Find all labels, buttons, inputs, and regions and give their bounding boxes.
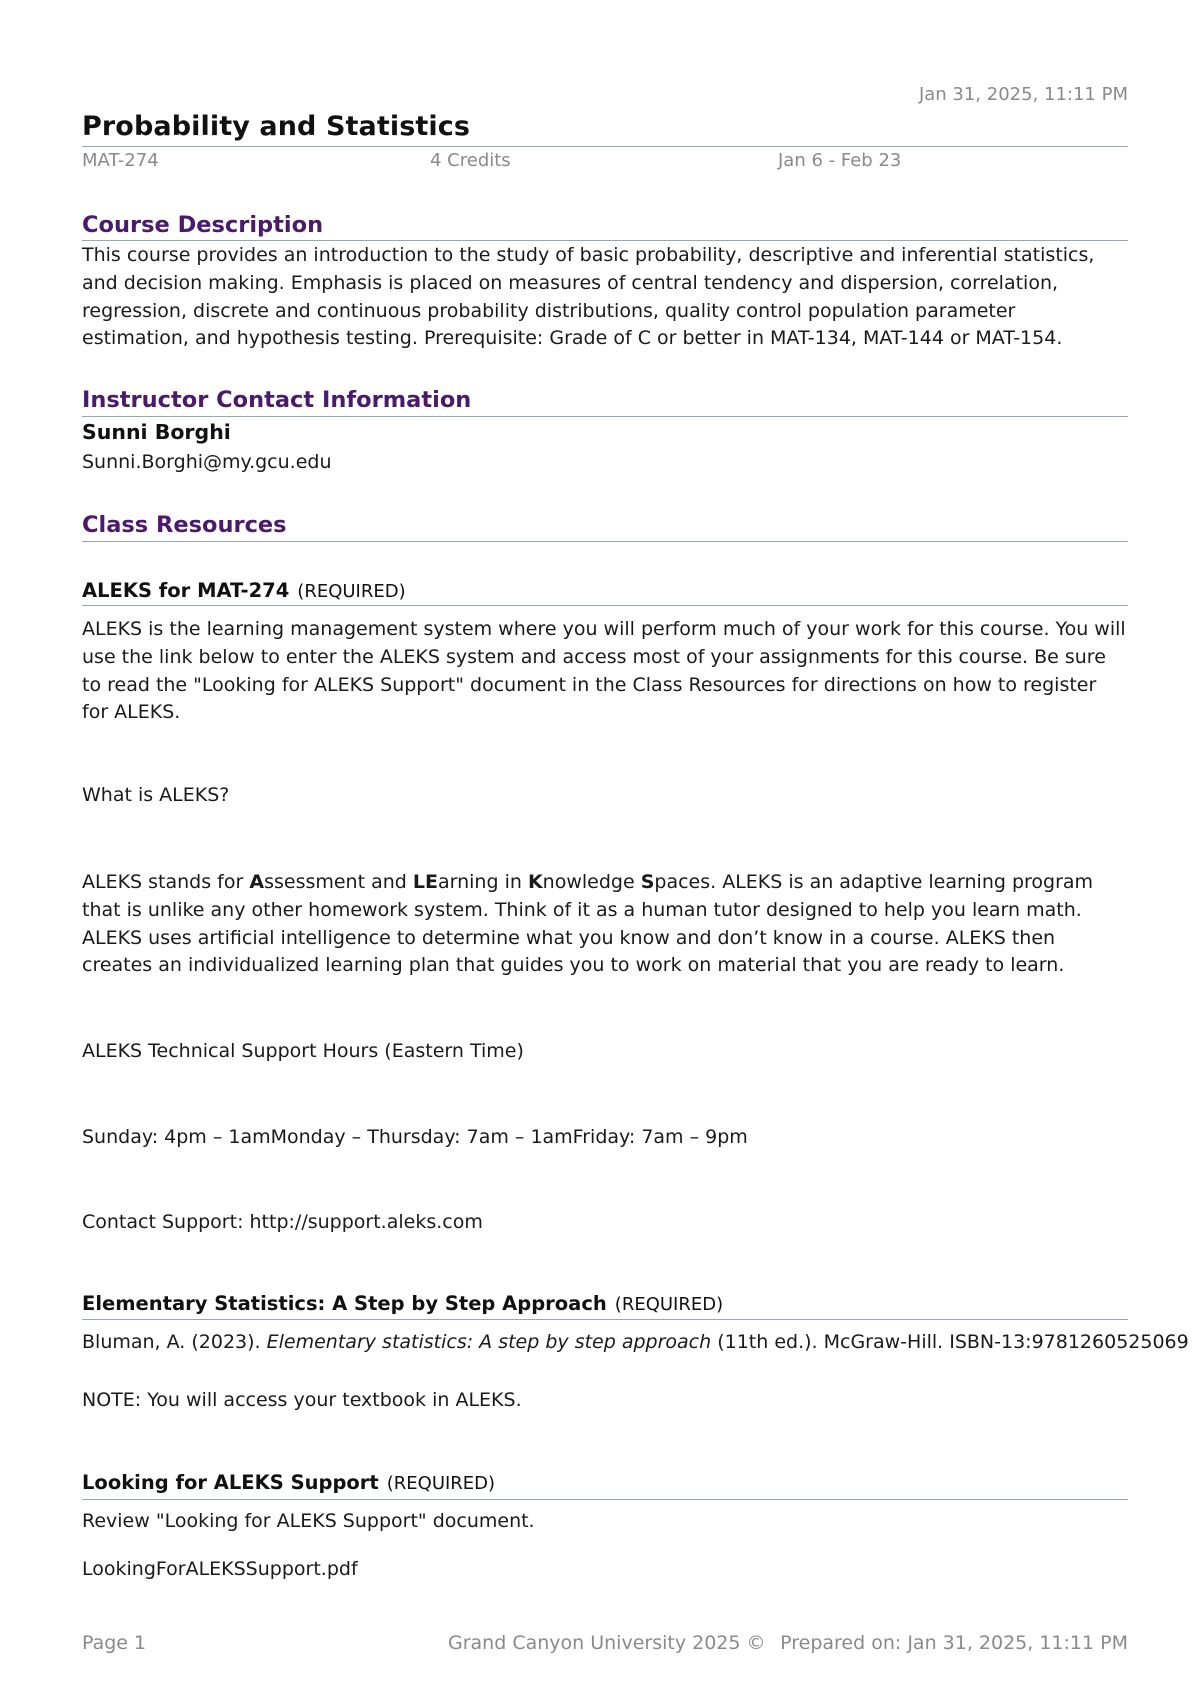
- support-doc-review: Review "Looking for ALEKS Support" document.: [82, 1510, 535, 1532]
- footer-prepared-on: Prepared on: Jan 31, 2025, 11:11 PM: [780, 1632, 1128, 1654]
- required-tag: (REQUIRED): [386, 1473, 496, 1494]
- support-doc-resource-title: [82, 1471, 495, 1494]
- instructor-heading: Instructor Contact Information: [82, 387, 472, 413]
- resource-title-text: ALEKS for MAT-274: [82, 579, 290, 602]
- course-description-text: This course provides an introduction to the study of basic probability, descriptive and inferential statistics, and decision making. Emphasis is placed on measures of central tendency and dispersion, correlation, regression, discrete and continuous probability distributions, quality control population parameter estimation, and hypothesis testing. Prerequisite: Grade of C or better in MAT-134, MAT-144 or MAT-154.: [82, 244, 1095, 350]
- course-description-heading: Course Description: [82, 212, 324, 238]
- support-doc-file-link[interactable]: LookingForALEKSSupport.pdf: [82, 1558, 358, 1580]
- support-hours: Sunday: 4pm – 1amMonday – Thursday: 7am – 1amFriday: 7am – 9pm: [82, 1126, 748, 1148]
- aleks-intro-text: ALEKS is the learning management system where you will perform much of your work for this course. You will use the link below to enter the ALEKS system and access most of your assignments for this course. Be sure to read the "Looking for ALEKS Support" document in the Class Resources for directions on how to register for ALEKS.: [82, 618, 1126, 724]
- textbook-citation: Bluman, A. (2023). Elementary statistics: A step by step approach (11th ed.). McGraw-Hill. ISBN-13:9781260525069: [82, 1331, 1189, 1353]
- footer-page-number: Page 1: [82, 1632, 147, 1654]
- class-resources-heading: Class Resources: [82, 512, 287, 538]
- instructor-email: Sunni.Borghi@my.gcu.edu: [82, 451, 332, 473]
- footer-copyright: Grand Canyon University 2025 ©: [448, 1632, 766, 1654]
- support-hours-title: ALEKS Technical Support Hours (Eastern Time): [82, 1040, 524, 1062]
- course-credits: 4 Credits: [430, 150, 511, 171]
- section-divider: [82, 541, 1128, 542]
- textbook-note: NOTE: You will access your textbook in ALEKS.: [82, 1389, 522, 1411]
- resource-divider: [82, 605, 1128, 606]
- resource-divider: [82, 1319, 1128, 1320]
- required-tag: (REQUIRED): [614, 1294, 724, 1315]
- textbook-resource-title: [82, 1292, 723, 1315]
- section-divider: [82, 240, 1128, 241]
- title-divider: [82, 146, 1128, 147]
- required-tag: (REQUIRED): [297, 581, 406, 602]
- resource-title-text: Looking for ALEKS Support: [82, 1471, 379, 1494]
- what-is-aleks: What is ALEKS?: [82, 784, 230, 806]
- resource-title-text: Elementary Statistics: A Step by Step Approach: [82, 1292, 607, 1315]
- section-divider: [82, 416, 1128, 417]
- aleks-stands-for-text: ALEKS stands for Assessment and LEarning in Knowledge Spaces. ALEKS is an adaptive learning program that is unlike any other homework system. Think of it as a human tutor designed to help you learn math. ALEKS uses artificial intelligence to determine what you know and don’t know in a course. ALEKS then creates an individualized learning plan that guides you to work on material that you are ready to learn.: [82, 871, 1094, 977]
- print-date: Jan 31, 2025, 11:11 PM: [918, 84, 1128, 105]
- aleks-resource-title: [82, 579, 406, 602]
- resource-divider: [82, 1499, 1128, 1500]
- support-contact: Contact Support: http://support.aleks.com: [82, 1211, 483, 1233]
- course-title: Probability and Statistics: [82, 111, 471, 142]
- instructor-name: Sunni Borghi: [82, 420, 231, 444]
- course-code: MAT-274: [82, 150, 159, 171]
- course-dates: Jan 6 - Feb 23: [778, 150, 902, 171]
